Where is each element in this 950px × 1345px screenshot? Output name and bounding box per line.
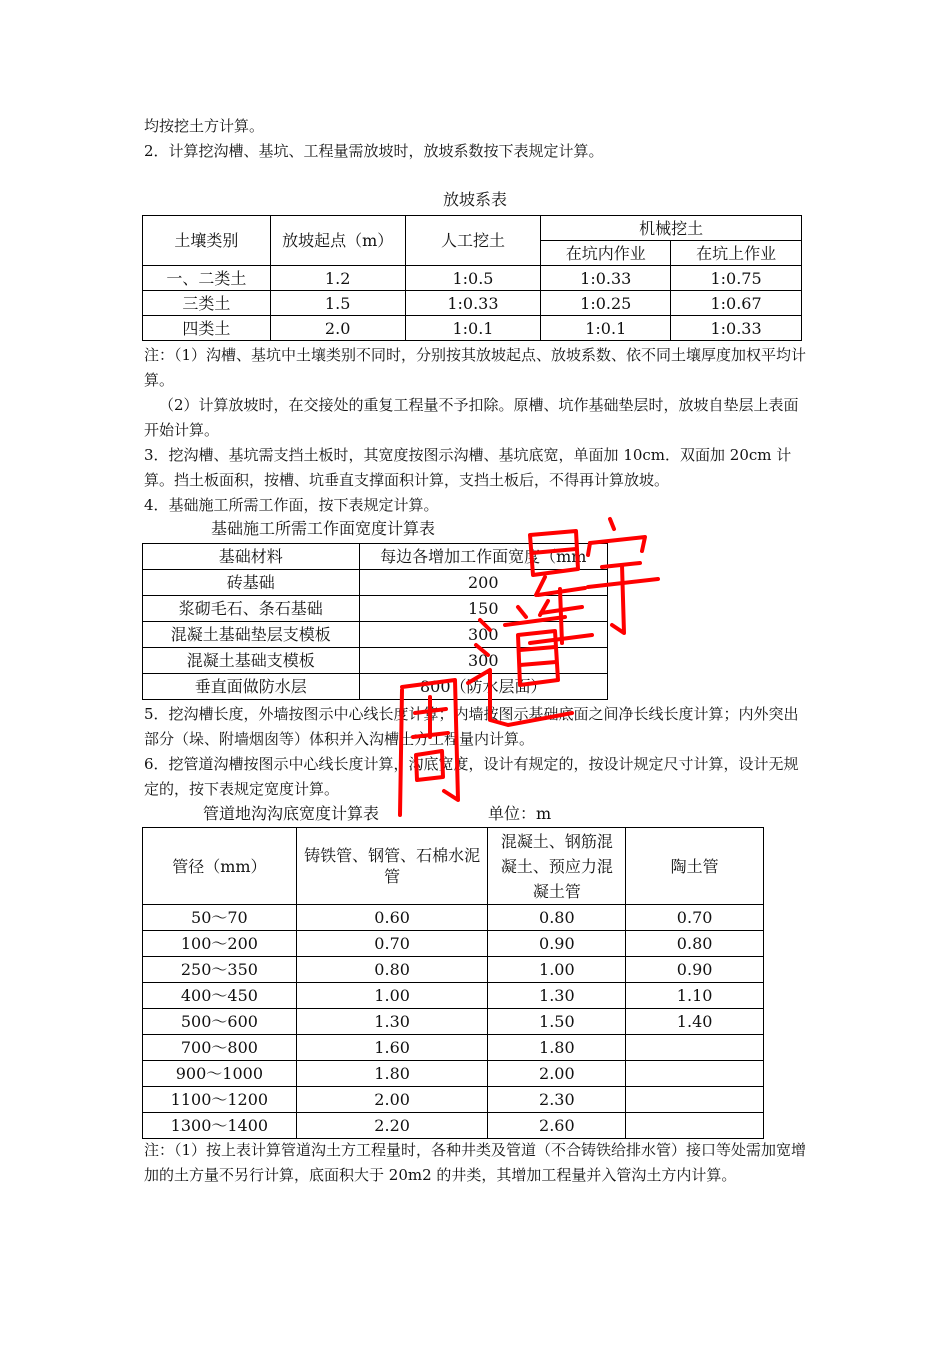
table-row (143, 1009, 764, 1035)
pipe-trench-width-table (142, 827, 764, 1139)
table-row (143, 905, 764, 931)
paragraph-continued: 均按挖土方计算。 (144, 117, 265, 135)
note-pipe-trench: 注：（1）按上表计算管道沟土方工程量时，各种井类及管道（不合铸铁给排水管）接口等处需加宽增加的土方量不另行计算，底面积大于 20m2 的井类，其增加工程量并入管沟土方内计算。 (144, 1141, 807, 1184)
table2-caption: 基础施工所需工作面宽度计算表 (211, 519, 436, 538)
table3-caption: 管道地沟沟底宽度计算表 (203, 804, 380, 823)
table-cell: 1:0.33 (671, 316, 802, 341)
table-row (143, 1035, 764, 1061)
header-concrete-pipe: 混凝土、钢筋混凝土、预应力混凝土管 (488, 828, 626, 905)
header-machine-excavation: 机械挖土 (541, 216, 802, 241)
table-cell: 0.80 (626, 931, 764, 957)
table-cell: 400～450 (143, 983, 297, 1009)
table-cell: 1:0.25 (541, 291, 671, 316)
header-added-width: 每边各增加工作面宽度（mm (359, 544, 607, 570)
table-cell: 1.00 (296, 983, 488, 1009)
note-slope-overlap: （2）计算放坡时，在交接处的重复工程量不予扣除。原槽、坑作基础垫层时，放坡自垫层上表面开始计算。 (144, 396, 799, 439)
table-cell: 1300～1400 (143, 1113, 297, 1139)
table-cell: 0.70 (626, 905, 764, 931)
work-surface-width-table (142, 543, 608, 700)
table-cell: 1.30 (296, 1009, 488, 1035)
table3-unit: 单位：m (488, 804, 552, 823)
table-cell: 混凝土基础垫层支模板 (143, 622, 360, 648)
table-cell: 1:0.33 (541, 266, 671, 291)
table-cell: 700～800 (143, 1035, 297, 1061)
table-cell (626, 1035, 764, 1061)
table-cell: 四类土 (143, 316, 271, 341)
table-row (143, 316, 802, 341)
table-cell: 250～350 (143, 957, 297, 983)
paragraph-retaining-board: 3．挖沟槽、基坑需支挡土板时，其宽度按图示沟槽、基坑底宽，单面加 10cm．双面加 20cm 计算。挡土板面积，按槽、坑垂直支撑面积计算，支挡土板后，不得再计算放坡。 (144, 446, 792, 489)
table-cell (626, 1061, 764, 1087)
table-cell: 1.30 (488, 983, 626, 1009)
table-cell: 1:0.1 (405, 316, 541, 341)
table-cell (626, 1087, 764, 1113)
table-row (143, 983, 764, 1009)
paragraph-slope-rule: 2．计算挖沟槽、基坑、工程量需放坡时，放坡系数按下表规定计算。 (144, 142, 604, 160)
table-cell: 0.80 (296, 957, 488, 983)
table-cell: 1.80 (488, 1035, 626, 1061)
table-cell: 1.10 (626, 983, 764, 1009)
table-cell: 150 (359, 596, 607, 622)
header-foundation-material: 基础材料 (143, 544, 360, 570)
table-row (143, 1061, 764, 1087)
header-soil-type: 土壤类别 (143, 216, 271, 266)
table-cell: 1:0.33 (405, 291, 541, 316)
paragraph-trench-length: 5．挖沟槽长度，外墙按图示中心线长度计算；内墙按图示基础底面之间净长线长度计算；内外突出部分（垛、附墙烟囱等）体积并入沟槽土方工程量内计算。 (144, 705, 799, 748)
table-cell (626, 1113, 764, 1139)
table-cell: 1:0.1 (541, 316, 671, 341)
table-row (143, 648, 608, 674)
table-row (143, 1113, 764, 1139)
table-row (143, 266, 802, 291)
table-row (143, 1087, 764, 1113)
table-cell: 300 (359, 622, 607, 648)
table-cell: 1:0.67 (671, 291, 802, 316)
header-manual-excavation: 人工挖土 (405, 216, 541, 266)
note-soil-types: 注：（1）沟槽、基坑中土壤类别不同时，分别按其放坡起点、放坡系数、依不同土壤厚度加权平均计算。 (144, 346, 807, 389)
table-cell: 0.90 (488, 931, 626, 957)
table-row (143, 674, 608, 700)
table-cell: 浆砌毛石、条石基础 (143, 596, 360, 622)
table-cell: 1.5 (270, 291, 405, 316)
table-cell: 300 (359, 648, 607, 674)
paragraph-pipe-trench: 6．挖管道沟槽按图示中心线长度计算，沟底宽度，设计有规定的，按设计规定尺寸计算，设计无规定的，按下表规定宽度计算。 (144, 755, 799, 798)
table-cell: 1.50 (488, 1009, 626, 1035)
table-cell: 50～70 (143, 905, 297, 931)
header-clay-pipe: 陶土管 (626, 828, 764, 905)
table-cell: 1.60 (296, 1035, 488, 1061)
table-cell: 200 (359, 570, 607, 596)
table-cell: 2.60 (488, 1113, 626, 1139)
table-cell: 1.40 (626, 1009, 764, 1035)
table-cell: 垂直面做防水层 (143, 674, 360, 700)
table-cell: 1:0.75 (671, 266, 802, 291)
table-cell: 2.20 (296, 1113, 488, 1139)
table-row (143, 957, 764, 983)
header-slope-start: 放坡起点（m） (270, 216, 405, 266)
paragraph-work-surface: 4．基础施工所需工作面，按下表规定计算。 (144, 496, 439, 514)
header-cast-iron-pipe: 铸铁管、钢管、石棉水泥管 (296, 828, 488, 905)
table-cell: 900～1000 (143, 1061, 297, 1087)
table-cell: 800（防水层面） (359, 674, 607, 700)
table-cell: 500～600 (143, 1009, 297, 1035)
slope-coefficient-table (142, 215, 802, 341)
header-in-pit: 在坑内作业 (541, 241, 671, 266)
table-row (143, 596, 608, 622)
table1-caption: 放坡系表 (443, 190, 508, 209)
table-cell: 1:0.5 (405, 266, 541, 291)
table-cell: 0.80 (488, 905, 626, 931)
table-cell: 三类土 (143, 291, 271, 316)
table-cell: 1.80 (296, 1061, 488, 1087)
table-cell: 2.00 (296, 1087, 488, 1113)
table-row (143, 291, 802, 316)
table-cell: 1.2 (270, 266, 405, 291)
table-cell: 100～200 (143, 931, 297, 957)
table-cell: 1100～1200 (143, 1087, 297, 1113)
table-cell: 一、二类土 (143, 266, 271, 291)
table-cell: 砖基础 (143, 570, 360, 596)
header-pipe-diameter: 管径（mm） (143, 828, 297, 905)
table-cell: 2.30 (488, 1087, 626, 1113)
table-cell: 1.00 (488, 957, 626, 983)
table-row (143, 570, 608, 596)
table-cell: 0.60 (296, 905, 488, 931)
table-cell: 2.00 (488, 1061, 626, 1087)
table-cell: 0.70 (296, 931, 488, 957)
table-cell: 2.0 (270, 316, 405, 341)
header-on-pit: 在坑上作业 (671, 241, 802, 266)
table-row (143, 931, 764, 957)
table-cell: 混凝土基础支模板 (143, 648, 360, 674)
table-row (143, 622, 608, 648)
table-cell: 0.90 (626, 957, 764, 983)
